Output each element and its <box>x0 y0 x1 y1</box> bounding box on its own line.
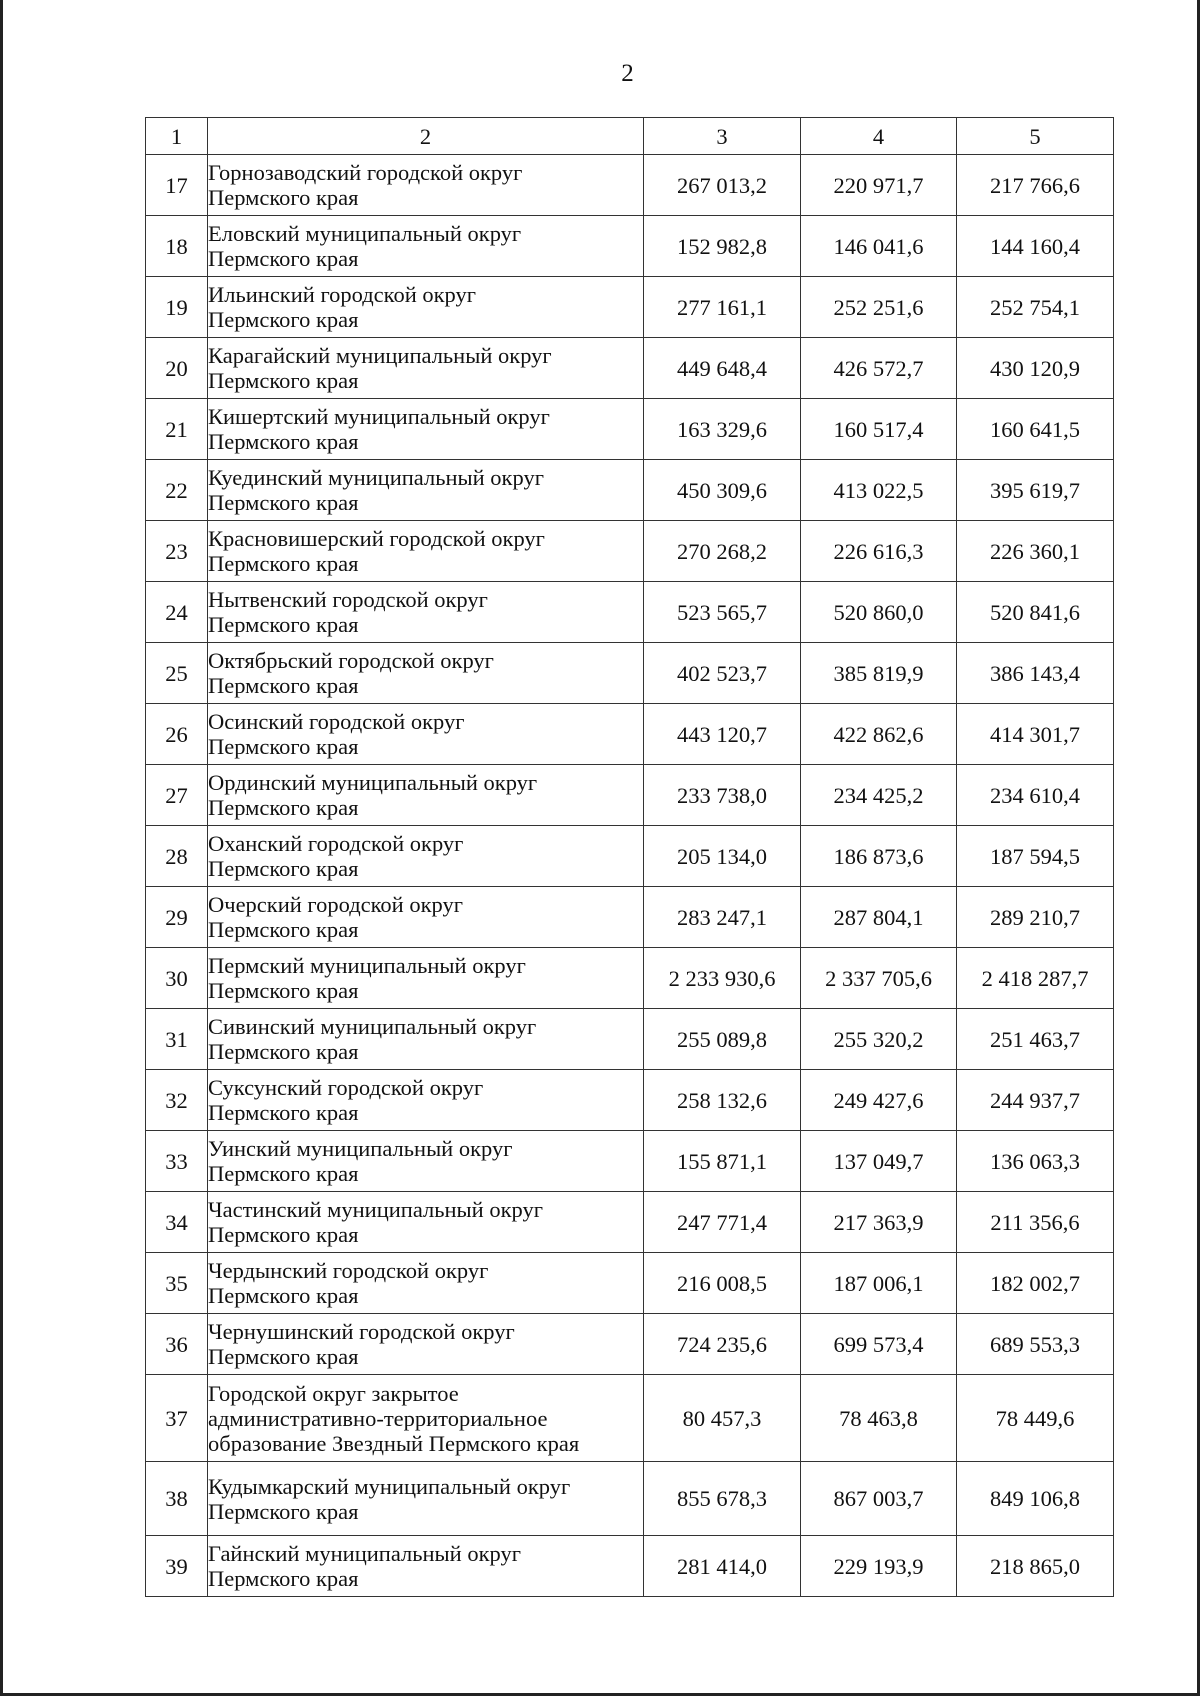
municipality-name-line: Октябрьский городской округ <box>208 648 494 673</box>
municipality-name <box>208 643 644 704</box>
municipality-name-line: Пермского края <box>208 307 359 332</box>
value-col-4: 422 862,6 <box>801 704 957 765</box>
municipality-name-line: образование Звездный Пермского края <box>208 1430 580 1456</box>
value-col-5: 520 841,6 <box>957 582 1114 643</box>
municipality-name <box>208 948 644 1009</box>
municipality-name-line: Пермского края <box>208 1566 359 1591</box>
value-col-4: 226 616,3 <box>801 521 957 582</box>
municipality-name-line: Пермского края <box>208 1498 359 1524</box>
row-number: 21 <box>146 399 208 460</box>
value-col-4: 146 041,6 <box>801 216 957 277</box>
value-col-4: 867 003,7 <box>801 1462 957 1536</box>
value-col-4: 220 971,7 <box>801 155 957 216</box>
row-number: 36 <box>146 1314 208 1375</box>
row-number: 24 <box>146 582 208 643</box>
municipality-name-line: Пермского края <box>208 795 359 820</box>
municipality-name-line: Куединский муниципальный округ <box>208 465 544 490</box>
value-col-4: 234 425,2 <box>801 765 957 826</box>
header-col-1: 1 <box>146 118 208 155</box>
header-col-5: 5 <box>957 118 1114 155</box>
municipality-name-line: Пермского края <box>208 551 359 576</box>
value-col-4: 137 049,7 <box>801 1131 957 1192</box>
value-col-5: 430 120,9 <box>957 338 1114 399</box>
municipality-name-line: Пермского края <box>208 612 359 637</box>
municipality-name-line: Пермского края <box>208 1161 359 1186</box>
value-col-3: 255 089,8 <box>644 1009 801 1070</box>
municipality-name <box>208 1314 644 1375</box>
value-col-3: 163 329,6 <box>644 399 801 460</box>
value-col-5: 136 063,3 <box>957 1131 1114 1192</box>
municipality-name <box>208 887 644 948</box>
municipality-name-line: Уинский муниципальный округ <box>208 1136 513 1161</box>
value-col-4: 252 251,6 <box>801 277 957 338</box>
municipality-name-line: Карагайский муниципальный округ <box>208 343 552 368</box>
value-col-3: 402 523,7 <box>644 643 801 704</box>
table-row <box>146 1192 1114 1253</box>
table-row <box>146 216 1114 277</box>
table-row <box>146 643 1114 704</box>
value-col-4: 217 363,9 <box>801 1192 957 1253</box>
municipality-name-line: Ординский муниципальный округ <box>208 770 538 795</box>
row-number: 33 <box>146 1131 208 1192</box>
row-number: 39 <box>146 1536 208 1597</box>
municipality-name <box>208 1009 644 1070</box>
row-number: 20 <box>146 338 208 399</box>
municipality-name-line: Оханский городской округ <box>208 831 464 856</box>
municipality-name <box>208 1192 644 1253</box>
value-col-3: 281 414,0 <box>644 1536 801 1597</box>
row-number: 26 <box>146 704 208 765</box>
municipality-name <box>208 460 644 521</box>
municipality-name <box>208 1253 644 1314</box>
municipality-name-line: Пермского края <box>208 917 359 942</box>
value-col-4: 699 573,4 <box>801 1314 957 1375</box>
municipality-name-line: Пермского края <box>208 1100 359 1125</box>
value-col-3: 216 008,5 <box>644 1253 801 1314</box>
table-row <box>146 399 1114 460</box>
municipality-name <box>208 1536 644 1597</box>
table-row <box>146 1009 1114 1070</box>
table-row <box>146 1131 1114 1192</box>
value-col-3: 270 268,2 <box>644 521 801 582</box>
municipality-name-line: Еловский муниципальный округ <box>208 221 522 246</box>
value-col-5: 386 143,4 <box>957 643 1114 704</box>
row-number: 19 <box>146 277 208 338</box>
table-row <box>146 1536 1114 1597</box>
value-col-5: 211 356,6 <box>957 1192 1114 1253</box>
value-col-4: 229 193,9 <box>801 1536 957 1597</box>
municipality-name <box>208 521 644 582</box>
municipality-name-line: Городской округ закрытое <box>208 1380 459 1406</box>
value-col-5: 187 594,5 <box>957 826 1114 887</box>
table-row <box>146 1070 1114 1131</box>
value-col-3: 443 120,7 <box>644 704 801 765</box>
value-col-3: 277 161,1 <box>644 277 801 338</box>
table-row <box>146 338 1114 399</box>
value-col-4: 287 804,1 <box>801 887 957 948</box>
row-number: 31 <box>146 1009 208 1070</box>
municipality-name-line: Кишертский муниципальный округ <box>208 404 550 429</box>
value-col-3: 2 233 930,6 <box>644 948 801 1009</box>
value-col-5: 689 553,3 <box>957 1314 1114 1375</box>
table-body <box>146 155 1114 1597</box>
municipality-name-line: Пермского края <box>208 1283 359 1308</box>
municipality-name <box>208 338 644 399</box>
municipality-name-line: Пермского края <box>208 734 359 759</box>
value-col-5: 395 619,7 <box>957 460 1114 521</box>
value-col-5: 244 937,7 <box>957 1070 1114 1131</box>
value-col-3: 152 982,8 <box>644 216 801 277</box>
row-number: 25 <box>146 643 208 704</box>
value-col-5: 2 418 287,7 <box>957 948 1114 1009</box>
header-col-2: 2 <box>208 118 644 155</box>
municipality-name <box>208 582 644 643</box>
municipality-name <box>208 155 644 216</box>
value-col-3: 283 247,1 <box>644 887 801 948</box>
municipality-name-line: Гайнский муниципальный округ <box>208 1541 521 1566</box>
municipality-name-line: Суксунский городской округ <box>208 1075 484 1100</box>
table-row <box>146 948 1114 1009</box>
municipality-name-line: Кудымкарский муниципальный округ <box>208 1473 571 1499</box>
table-row <box>146 460 1114 521</box>
value-col-5: 226 360,1 <box>957 521 1114 582</box>
value-col-4: 186 873,6 <box>801 826 957 887</box>
table-row <box>146 1462 1114 1536</box>
header-col-3: 3 <box>644 118 801 155</box>
table-row <box>146 155 1114 216</box>
row-number: 17 <box>146 155 208 216</box>
header-col-4: 4 <box>801 118 957 155</box>
value-col-5: 414 301,7 <box>957 704 1114 765</box>
table-row <box>146 1314 1114 1375</box>
value-col-4: 426 572,7 <box>801 338 957 399</box>
value-col-5: 144 160,4 <box>957 216 1114 277</box>
table-row <box>146 582 1114 643</box>
table-row <box>146 521 1114 582</box>
value-col-5: 251 463,7 <box>957 1009 1114 1070</box>
value-col-3: 233 738,0 <box>644 765 801 826</box>
value-col-3: 724 235,6 <box>644 1314 801 1375</box>
municipality-name-line: Пермского края <box>208 185 359 210</box>
row-number: 38 <box>146 1462 208 1536</box>
municipality-name-line: Нытвенский городской округ <box>208 587 488 612</box>
value-col-4: 385 819,9 <box>801 643 957 704</box>
municipality-name-line: Чернушинский городской округ <box>208 1319 515 1344</box>
value-col-4: 2 337 705,6 <box>801 948 957 1009</box>
value-col-3: 523 565,7 <box>644 582 801 643</box>
value-col-3: 258 132,6 <box>644 1070 801 1131</box>
value-col-3: 155 871,1 <box>644 1131 801 1192</box>
row-number: 18 <box>146 216 208 277</box>
row-number: 29 <box>146 887 208 948</box>
municipality-name-line: Пермского края <box>208 368 359 393</box>
row-number: 27 <box>146 765 208 826</box>
value-col-3: 247 771,4 <box>644 1192 801 1253</box>
municipality-name-line: Пермского края <box>208 1344 359 1369</box>
municipality-name-line: административно-территориальное <box>208 1405 548 1431</box>
municipality-name-line: Пермский муниципальный округ <box>208 953 526 978</box>
value-col-5: 78 449,6 <box>957 1375 1114 1462</box>
municipality-name-line: Пермского края <box>208 429 359 454</box>
municipality-name-line: Пермского края <box>208 673 359 698</box>
table-row <box>146 704 1114 765</box>
municipality-name <box>208 826 644 887</box>
municipality-name-line: Красновишерский городской округ <box>208 526 545 551</box>
table-row <box>146 887 1114 948</box>
municipality-name <box>208 1375 644 1462</box>
value-col-4: 255 320,2 <box>801 1009 957 1070</box>
municipality-name <box>208 765 644 826</box>
value-col-5: 234 610,4 <box>957 765 1114 826</box>
row-number: 30 <box>146 948 208 1009</box>
value-col-5: 160 641,5 <box>957 399 1114 460</box>
municipality-name-line: Очерский городской округ <box>208 892 463 917</box>
table-row <box>146 1253 1114 1314</box>
value-col-4: 78 463,8 <box>801 1375 957 1462</box>
municipality-name <box>208 399 644 460</box>
table-row <box>146 277 1114 338</box>
value-col-4: 187 006,1 <box>801 1253 957 1314</box>
municipality-name <box>208 277 644 338</box>
value-col-5: 218 865,0 <box>957 1536 1114 1597</box>
row-number: 35 <box>146 1253 208 1314</box>
value-col-5: 217 766,6 <box>957 155 1114 216</box>
municipality-name <box>208 1462 644 1536</box>
row-number: 23 <box>146 521 208 582</box>
municipality-name <box>208 1131 644 1192</box>
municipality-name-line: Пермского края <box>208 856 359 881</box>
value-col-4: 520 860,0 <box>801 582 957 643</box>
municipality-name-line: Пермского края <box>208 1039 359 1064</box>
row-number: 28 <box>146 826 208 887</box>
table-header <box>146 118 1114 155</box>
municipality-name-line: Ильинский городской округ <box>208 282 476 307</box>
table-row <box>146 765 1114 826</box>
table-row <box>146 826 1114 887</box>
municipality-name-line: Горнозаводский городской округ <box>208 160 523 185</box>
municipality-name-line: Пермского края <box>208 246 359 271</box>
municipality-name <box>208 1070 644 1131</box>
row-number: 32 <box>146 1070 208 1131</box>
value-col-3: 450 309,6 <box>644 460 801 521</box>
value-col-3: 205 134,0 <box>644 826 801 887</box>
row-number: 37 <box>146 1375 208 1462</box>
value-col-5: 182 002,7 <box>957 1253 1114 1314</box>
value-col-3: 80 457,3 <box>644 1375 801 1462</box>
municipality-name <box>208 216 644 277</box>
municipality-name-line: Пермского края <box>208 490 359 515</box>
value-col-4: 413 022,5 <box>801 460 957 521</box>
municipality-name-line: Пермского края <box>208 1222 359 1247</box>
municipality-name-line: Чердынский городской округ <box>208 1258 489 1283</box>
value-col-3: 855 678,3 <box>644 1462 801 1536</box>
municipality-name-line: Частинский муниципальный округ <box>208 1197 543 1222</box>
municipality-name <box>208 704 644 765</box>
municipality-name-line: Сивинский муниципальный округ <box>208 1014 537 1039</box>
header-row <box>146 118 1114 155</box>
value-col-5: 849 106,8 <box>957 1462 1114 1536</box>
value-col-4: 249 427,6 <box>801 1070 957 1131</box>
value-col-5: 252 754,1 <box>957 277 1114 338</box>
municipality-name-line: Пермского края <box>208 978 359 1003</box>
table-row <box>146 1375 1114 1462</box>
value-col-4: 160 517,4 <box>801 399 957 460</box>
municipality-name-line: Осинский городской округ <box>208 709 465 734</box>
value-col-5: 289 210,7 <box>957 887 1114 948</box>
row-number: 34 <box>146 1192 208 1253</box>
value-col-3: 449 648,4 <box>644 338 801 399</box>
value-col-3: 267 013,2 <box>644 155 801 216</box>
page-number: 2 <box>621 60 634 87</box>
data-table <box>145 117 1114 1597</box>
row-number: 22 <box>146 460 208 521</box>
